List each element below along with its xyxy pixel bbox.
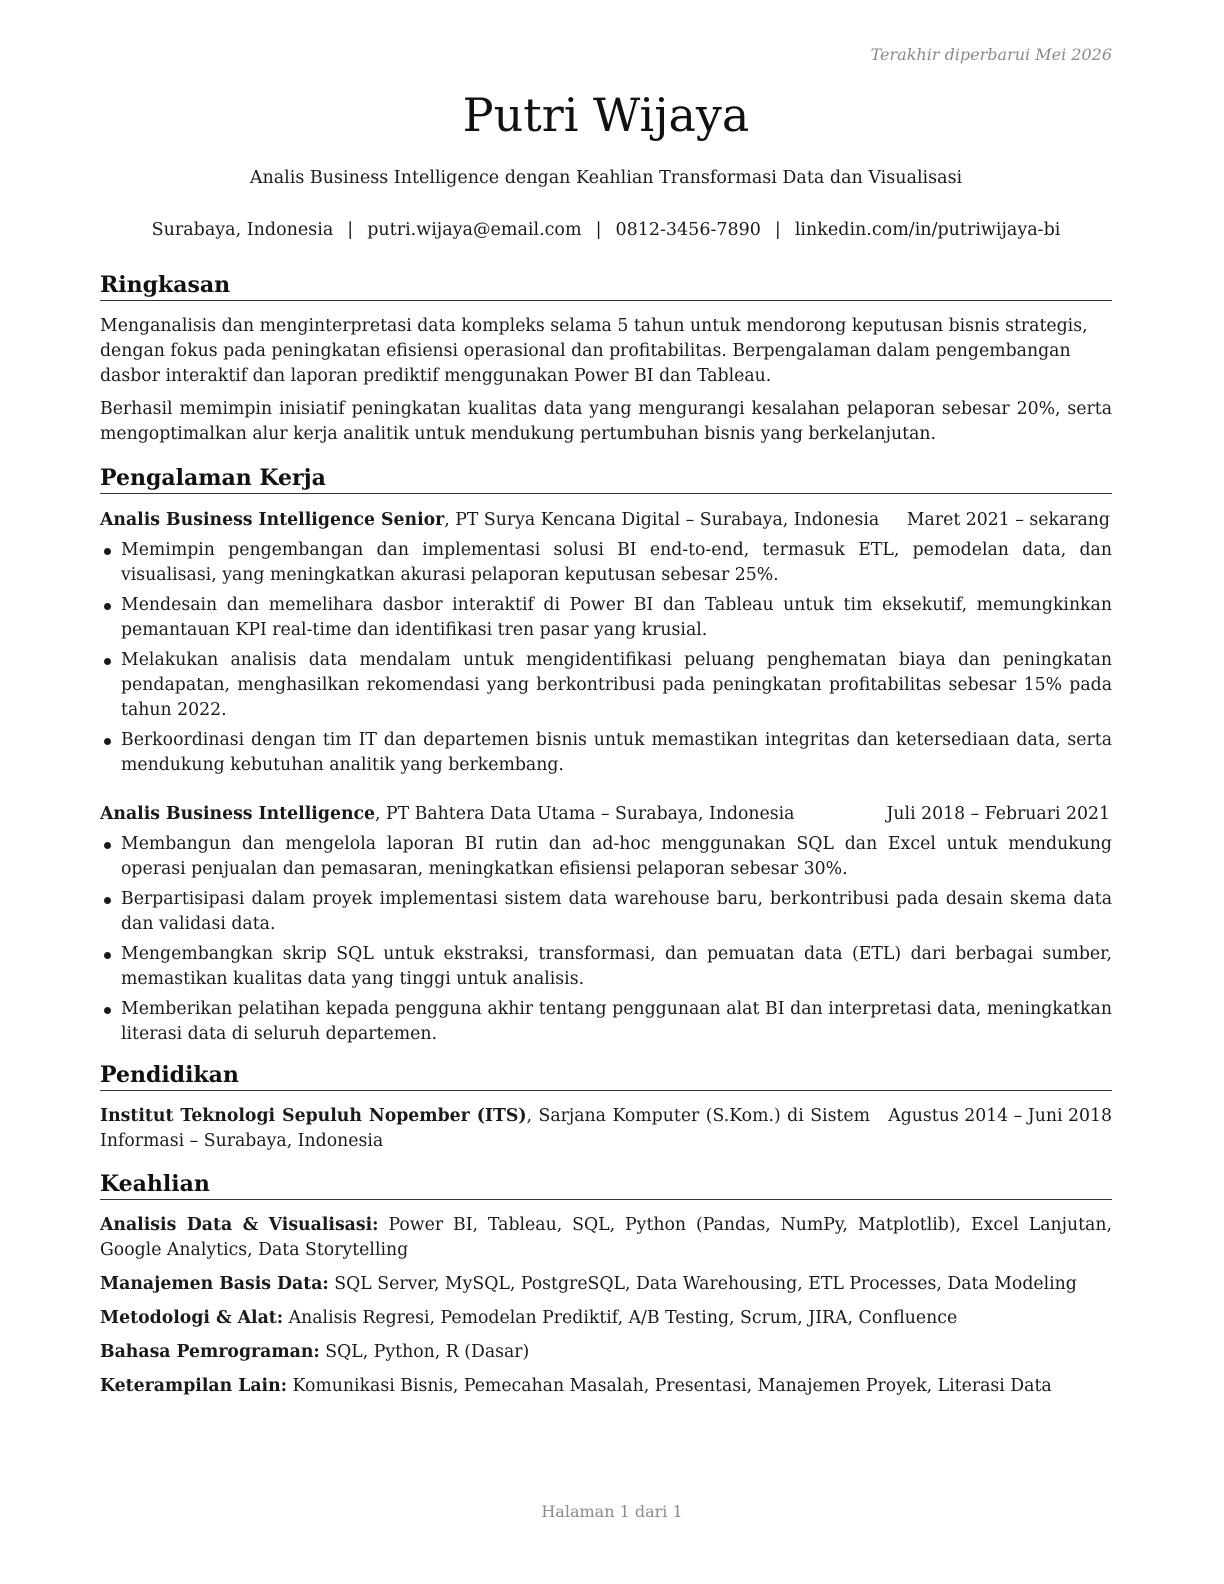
job-bullet: Memberikan pelatihan kepada pengguna akhir tentang penggunaan alat BI dan interpretasi data, meningkatkan literasi data di seluruh departemen.	[100, 997, 1112, 1047]
education-dates: Agustus 2014 – Juni 2018	[888, 1106, 1112, 1126]
contact-phone: 0812-3456-7890	[615, 220, 761, 240]
summary-section	[100, 270, 1112, 447]
skill-value: SQL, Python, R (Dasar)	[319, 1342, 530, 1362]
skill-label: Bahasa Pemrograman:	[100, 1342, 320, 1362]
job-bullet: Mendesain dan memelihara dasbor interaktif di Power BI dan Tableau untuk tim eksekutif, memungkinkan pemantauan KPI real-time dan identifikasi tren pasar yang krusial.	[100, 593, 1112, 643]
education-details: , Sarjana Komputer (S.Kom.) di Sistem Informasi – Surabaya, Indonesia	[100, 1106, 870, 1151]
job-bullet: Melakukan analisis data mendalam untuk mengidentifikasi peluang penghematan biaya dan peningkatan pendapatan, menghasilkan rekomendasi yang berkontribusi pada peningkatan profitabilitas sebesar 15% pada tahun 2022.	[100, 648, 1112, 723]
job-title: Analis Business Intelligence Senior	[100, 510, 445, 530]
skill-label: Manajemen Basis Data:	[100, 1274, 329, 1294]
job-bullet: Memimpin pengembangan dan implementasi solusi BI end-to-end, termasuk ETL, pemodelan data, dan visualisasi, yang meningkatkan akurasi pelaporan keputusan sebesar 25%.	[100, 538, 1112, 588]
job-bullet: Berkoordinasi dengan tim IT dan departemen bisnis untuk memastikan integritas dan ketersediaan data, serta mendukung kebutuhan analitik yang berkembang.	[100, 728, 1112, 778]
job-bullets	[100, 538, 1112, 778]
education-institution: Institut Teknologi Sepuluh Nopember (ITS)	[100, 1106, 527, 1126]
candidate-name: Putri Wijaya	[462, 88, 750, 142]
job-title: Analis Business Intelligence	[100, 804, 376, 824]
last-updated-note: Terakhir diperbarui Mei 2026	[870, 45, 1112, 64]
job-entry	[100, 802, 1112, 1047]
job-dates: Maret 2021 – sekarang	[906, 510, 1110, 530]
job-bullet: Membangun dan mengelola laporan BI rutin dan ad-hoc menggunakan SQL dan Excel untuk mendukung operasi penjualan dan pemasaran, meningkatkan efisiensi pelaporan sebesar 30%.	[100, 832, 1112, 882]
skill-label: Analisis Data & Visualisasi:	[100, 1215, 379, 1235]
job-company: , PT Surya Kencana Digital – Surabaya, Indonesia	[444, 510, 880, 530]
education-text	[100, 1104, 870, 1154]
skill-row	[100, 1340, 1112, 1365]
section-heading-summary: Ringkasan	[100, 270, 1112, 301]
skill-label: Metodologi & Alat:	[100, 1308, 284, 1328]
skill-value: Analisis Regresi, Pemodelan Prediktif, A/B Testing, Scrum, JIRA, Confluence	[283, 1308, 958, 1328]
job-company: , PT Bahtera Data Utama – Surabaya, Indonesia	[375, 804, 795, 824]
section-heading-education: Pendidikan	[100, 1060, 1112, 1091]
skill-row	[100, 1306, 1112, 1331]
job-title-line	[100, 802, 794, 827]
section-heading-experience: Pengalaman Kerja	[100, 463, 1112, 494]
contact-linkedin[interactable]: linkedin.com/in/putriwijaya-bi	[794, 220, 1061, 240]
job-header	[100, 802, 1112, 827]
job-title-line	[100, 508, 879, 533]
contact-email[interactable]: putri.wijaya@email.com	[367, 220, 582, 240]
job-entry	[100, 508, 1112, 778]
job-bullet: Mengembangkan skrip SQL untuk ekstraksi, transformasi, dan pemuatan data (ETL) dari berbagai sumber, memastikan kualitas data yang tinggi untuk analisis.	[100, 942, 1112, 992]
summary-paragraph: Berhasil memimpin inisiatif peningkatan kualitas data yang mengurangi kesalahan pelaporan sebesar 20%, serta mengoptimalkan alur kerja analitik untuk mendukung pertumbuhan bisnis yang berkelanjutan.	[100, 399, 1112, 444]
job-dates: Juli 2018 – Februari 2021	[886, 804, 1110, 824]
page-number-footer: Halaman 1 dari 1	[541, 1502, 683, 1521]
summary-paragraph: Menganalisis dan menginterpretasi data kompleks selama 5 tahun untuk mendorong keputusan bisnis strategis, dengan fokus pada peningkatan efisiensi operasional dan profitabilitas. Berpengalaman dalam pengembangan dasbor interaktif dan laporan prediktif menggunakan Power BI dan Tableau.	[100, 316, 1088, 386]
contact-separator: |	[774, 220, 781, 240]
job-bullet: Berpartisipasi dalam proyek implementasi sistem data warehouse baru, berkontribusi pada desain skema data dan validasi data.	[100, 887, 1112, 937]
skill-row	[100, 1272, 1112, 1297]
section-heading-skills: Keahlian	[100, 1169, 1112, 1200]
education-entry	[100, 1104, 1112, 1154]
skill-row	[100, 1374, 1112, 1399]
contact-separator: |	[347, 220, 354, 240]
skills-section	[100, 1169, 1112, 1408]
contact-line	[100, 220, 1112, 240]
experience-section	[100, 463, 1112, 1052]
education-section	[100, 1060, 1112, 1154]
skills-list	[100, 1213, 1112, 1399]
job-bullets	[100, 832, 1112, 1047]
contact-location: Surabaya, Indonesia	[151, 220, 334, 240]
skill-value: Power BI, Tableau, SQL, Python (Pandas, NumPy, Matplotlib), Excel Lanjutan, Google Analytics, Data Storytelling	[100, 1215, 1112, 1260]
skill-row	[100, 1213, 1112, 1263]
skill-label: Keterampilan Lain:	[100, 1376, 288, 1396]
headline: Analis Business Intelligence dengan Keahlian Transformasi Data dan Visualisasi	[249, 168, 963, 188]
skill-value: SQL Server, MySQL, PostgreSQL, Data Warehousing, ETL Processes, Data Modeling	[328, 1274, 1077, 1294]
contact-separator: |	[595, 220, 602, 240]
skill-value: Komunikasi Bisnis, Pemecahan Masalah, Presentasi, Manajemen Proyek, Literasi Data	[287, 1376, 1052, 1396]
job-header	[100, 508, 1112, 533]
